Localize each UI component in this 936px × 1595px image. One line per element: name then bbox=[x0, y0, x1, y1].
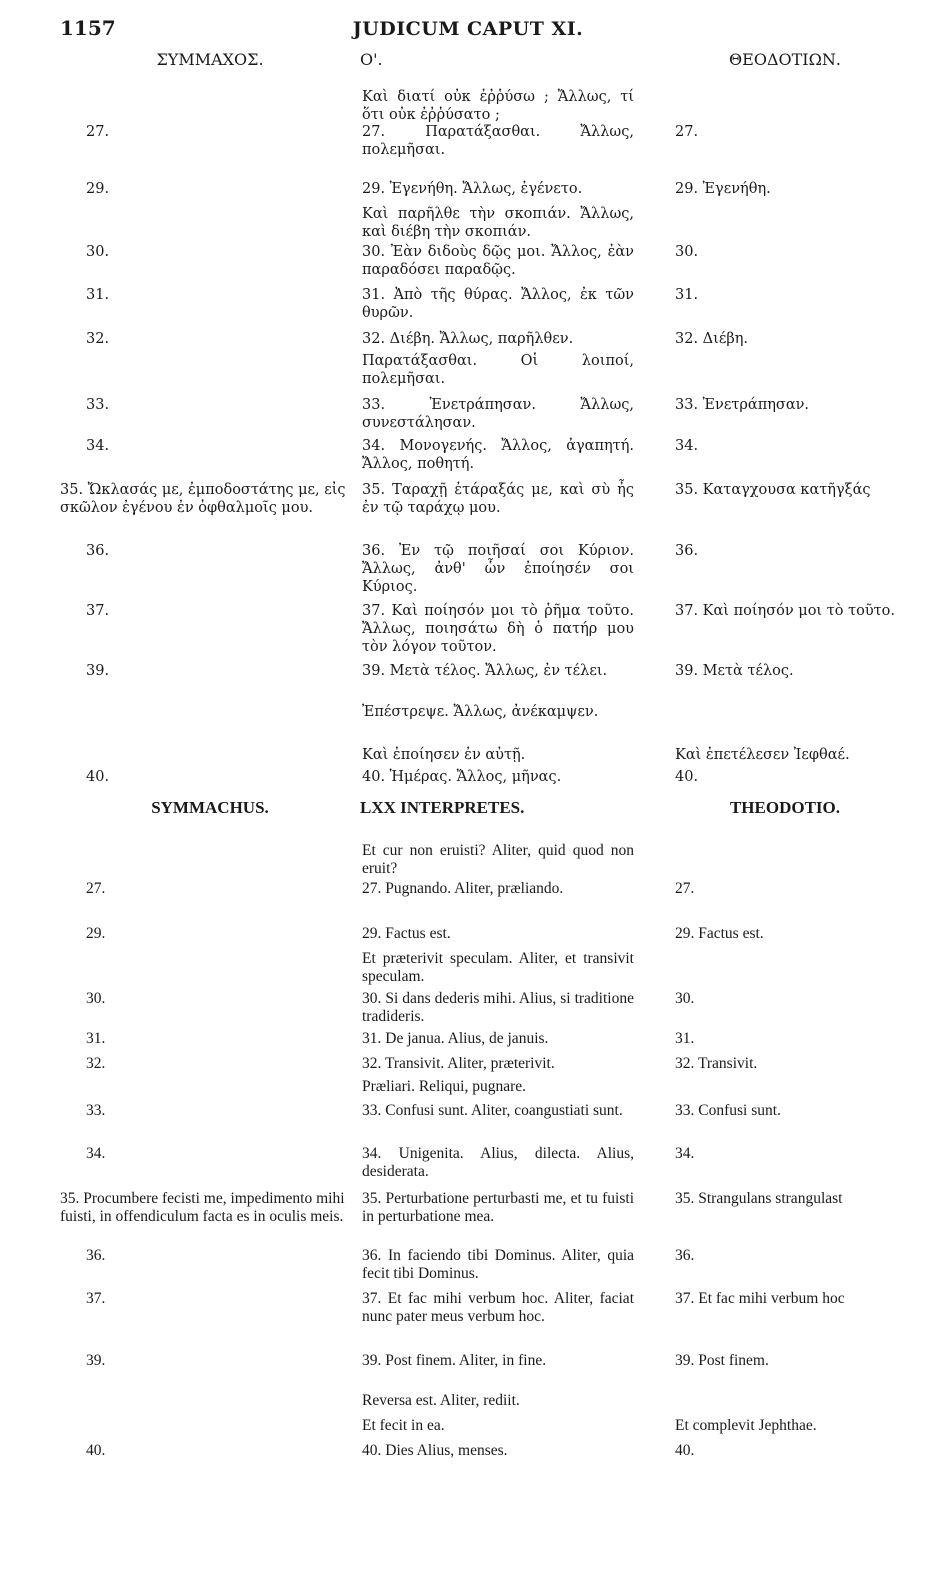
latin-cell-c3: 39. Post finem. bbox=[675, 1352, 769, 1369]
latin-cell-c2: 33. Confusi sunt. Aliter, coangustiati sunt. bbox=[362, 1102, 623, 1119]
latin-cell-c2: 30. Si dans dederis mihi. Alius, si traditione tradideris. bbox=[362, 990, 634, 1025]
latin-cell-c2: Præliari. Reliqui, pugnare. bbox=[362, 1078, 527, 1095]
latin-cell-c3: 34. bbox=[675, 1145, 695, 1162]
greek-cell-c1: 27. bbox=[86, 124, 110, 140]
latin-cell-c2: 37. Et fac mihi verbum hoc. Aliter, faciat nunc pater meus verbum hoc. bbox=[362, 1290, 634, 1325]
greek-cell-c1: 40. bbox=[86, 769, 110, 785]
latin-cell-c1: 31. bbox=[86, 1030, 106, 1047]
latin-cell-c3: 37. Et fac mihi verbum hoc bbox=[675, 1290, 845, 1307]
greek-cell-c2: Παρατάξασθαι. Οἱ λοιποί, πολεμῆσαι. bbox=[362, 353, 634, 387]
greek-cell-c1: 34. bbox=[86, 438, 110, 454]
latin-cell-c2: Et cur non eruisti? Aliter, quid quod non eruit? bbox=[362, 842, 634, 877]
latin-cell-c3: 36. bbox=[675, 1247, 695, 1264]
latin-cell-c3: 29. Factus est. bbox=[675, 925, 764, 942]
latin-cell-c1: 40. bbox=[86, 1442, 106, 1459]
latin-cell-c3: 40. bbox=[675, 1442, 695, 1459]
greek-cell-c2: 33. Ἐνετράπησαν. Ἄλλως, συνεστάλησαν. bbox=[362, 397, 634, 431]
greek-cell-c2: 36. Ἐν τῷ ποιῆσαί σοι Κύριον. Ἄλλως, ἀνθ' ὧν ἐποίησέν σοι Κύριος. bbox=[362, 543, 634, 595]
latin-cell-c2: 40. Dies Alius, menses. bbox=[362, 1442, 508, 1459]
greek-cell-c1: 29. bbox=[86, 181, 110, 197]
greek-cell-c2: 39. Μετὰ τέλος. Ἄλλως, ἐν τέλει. bbox=[362, 663, 608, 679]
greek-cell-c1: 35. Ὤκλασάς με, ἐμποδοστάτης με, εἰς σκῶλον ἐγένου ἐν ὀφθαλμοῖς μου. bbox=[60, 482, 346, 516]
greek-heading-septuagint: Ο'. bbox=[360, 50, 383, 69]
latin-cell-c1: 33. bbox=[86, 1102, 106, 1119]
latin-cell-c2: 29. Factus est. bbox=[362, 925, 451, 942]
greek-heading-symmachus: ΣΥΜΜΑΧΟΣ. bbox=[156, 50, 264, 69]
latin-cell-c2: 32. Transivit. Aliter, præterivit. bbox=[362, 1055, 555, 1072]
greek-column-headings bbox=[0, 50, 936, 76]
latin-column-headings bbox=[0, 798, 936, 824]
latin-cell-c3: 30. bbox=[675, 990, 695, 1007]
greek-cell-c3: 32. Διέβη. bbox=[675, 331, 749, 347]
greek-cell-c3: 35. Καταγχουσα κατῆγξάς bbox=[675, 482, 871, 498]
greek-cell-c3: Καὶ ἐπετέλεσεν Ἰεφθαέ. bbox=[675, 747, 850, 763]
greek-cell-c2: Καὶ διατί οὐκ ἐῤῥύσω ; Ἄλλως, τί ὅτι οὐκ ἐῤῥύσατο ; bbox=[362, 89, 634, 123]
latin-cell-c3: Et complevit Jephthae. bbox=[675, 1417, 817, 1434]
latin-cell-c3: 27. bbox=[675, 880, 695, 897]
greek-heading-theodotion: ΘΕΟΔΟΤΙΩΝ. bbox=[729, 50, 841, 69]
greek-cell-c2: 40. Ἡμέρας. Ἄλλος, μῆνας. bbox=[362, 769, 562, 785]
greek-cell-c1: 30. bbox=[86, 244, 110, 260]
running-title: JUDICUM CAPUT XI. bbox=[352, 18, 584, 40]
greek-cell-c1: 33. bbox=[86, 397, 110, 413]
latin-cell-c2: 34. Unigenita. Alius, dilecta. Alius, desiderata. bbox=[362, 1145, 634, 1180]
latin-cell-c1: 30. bbox=[86, 990, 106, 1007]
latin-cell-c2: Et præterivit speculam. Aliter, et transivit speculam. bbox=[362, 950, 634, 985]
latin-cell-c2: Et fecit in ea. bbox=[362, 1417, 445, 1434]
greek-cell-c3: 36. bbox=[675, 543, 699, 559]
latin-cell-c2: 36. In faciendo tibi Dominus. Aliter, quia fecit tibi Dominus. bbox=[362, 1247, 634, 1282]
greek-cell-c3: 29. Ἐγενήθη. bbox=[675, 181, 771, 197]
greek-cell-c2: Καὶ παρῆλθε τὴν σκοπιάν. Ἄλλως, καὶ διέβη τὴν σκοπιάν. bbox=[362, 206, 634, 240]
greek-cell-c2: 37. Καὶ ποίησόν μοι τὸ ῥῆμα τοῦτο. Ἄλλως, ποιησάτω δὴ ὁ πατήρ μου τὸν λόγον τοῦτον. bbox=[362, 603, 634, 655]
greek-cell-c2: 32. Διέβη. Ἄλλως, παρῆλθεν. bbox=[362, 331, 574, 347]
latin-cell-c3: 32. Transivit. bbox=[675, 1055, 758, 1072]
greek-cell-c2: Καὶ ἐποίησεν ἐν αὐτῇ. bbox=[362, 747, 526, 763]
greek-cell-c3: 30. bbox=[675, 244, 699, 260]
latin-cell-c2: 31. De janua. Alius, de januis. bbox=[362, 1030, 549, 1047]
greek-cell-c1: 37. bbox=[86, 603, 110, 619]
greek-cell-c1: 39. bbox=[86, 663, 110, 679]
latin-cell-c1: 27. bbox=[86, 880, 106, 897]
page-number: 1157 bbox=[60, 16, 116, 40]
latin-cell-c1: 36. bbox=[86, 1247, 106, 1264]
greek-cell-c1: 36. bbox=[86, 543, 110, 559]
latin-heading-lxx: LXX INTERPRETES. bbox=[360, 798, 525, 817]
latin-cell-c1: 29. bbox=[86, 925, 106, 942]
greek-cell-c2: Ἐπέστρεψε. Ἄλλως, ἀνέκαμψεν. bbox=[362, 704, 599, 720]
latin-cell-c2: Reversa est. Aliter, rediit. bbox=[362, 1392, 520, 1409]
latin-heading-symmachus: SYMMACHUS. bbox=[151, 798, 269, 817]
greek-cell-c3: 27. bbox=[675, 124, 699, 140]
latin-cell-c1: 32. bbox=[86, 1055, 106, 1072]
latin-cell-c2: 27. Pugnando. Aliter, præliando. bbox=[362, 880, 564, 897]
greek-cell-c3: 31. bbox=[675, 287, 699, 303]
greek-cell-c2: 30. Ἐὰν διδοὺς δῷς μοι. Ἄλλος, ἐὰν παραδόσει παραδῷς. bbox=[362, 244, 634, 278]
greek-cell-c3: 33. Ἐνετράπησαν. bbox=[675, 397, 810, 413]
latin-cell-c1: 39. bbox=[86, 1352, 106, 1369]
latin-cell-c3: 35. Strangulans strangulast bbox=[675, 1190, 843, 1207]
greek-cell-c1: 31. bbox=[86, 287, 110, 303]
greek-cell-c3: 39. Μετὰ τέλος. bbox=[675, 663, 794, 679]
latin-cell-c1: 37. bbox=[86, 1290, 106, 1307]
greek-cell-c2: 27. Παρατάξασθαι. Ἄλλως, πολεμῆσαι. bbox=[362, 124, 634, 158]
greek-cell-c2: 31. Ἀπὸ τῆς θύρας. Ἄλλος, ἐκ τῶν θυρῶν. bbox=[362, 287, 634, 321]
greek-cell-c3: 40. bbox=[675, 769, 699, 785]
greek-cell-c2: 35. Ταραχῇ ἐτάραξάς με, καὶ σὺ ἦς ἐν τῷ ταράχῳ μου. bbox=[362, 482, 634, 516]
greek-cell-c3: 34. bbox=[675, 438, 699, 454]
latin-cell-c1: 34. bbox=[86, 1145, 106, 1162]
greek-cell-c3: 37. Καὶ ποίησόν μοι τὸ τοῦτο. bbox=[675, 603, 896, 619]
greek-cell-c2: 34. Μονογενής. Ἄλλος, ἀγαπητή. Ἄλλος, ποθητή. bbox=[362, 438, 634, 472]
page-header bbox=[0, 12, 936, 42]
latin-cell-c2: 35. Perturbatione perturbasti me, et tu fuisti in perturbatione mea. bbox=[362, 1190, 634, 1225]
latin-cell-c1: 35. Procumbere fecisti me, impedimento mihi fuisti, in offendiculum facta es in oculis meis. bbox=[60, 1190, 345, 1225]
latin-heading-theodotio: THEODOTIO. bbox=[729, 798, 841, 817]
latin-cell-c2: 39. Post finem. Aliter, in fine. bbox=[362, 1352, 547, 1369]
greek-cell-c1: 32. bbox=[86, 331, 110, 347]
latin-cell-c3: 31. bbox=[675, 1030, 695, 1047]
greek-cell-c2: 29. Ἐγενήθη. Ἄλλως, ἐγένετο. bbox=[362, 181, 583, 197]
latin-cell-c3: 33. Confusi sunt. bbox=[675, 1102, 781, 1119]
